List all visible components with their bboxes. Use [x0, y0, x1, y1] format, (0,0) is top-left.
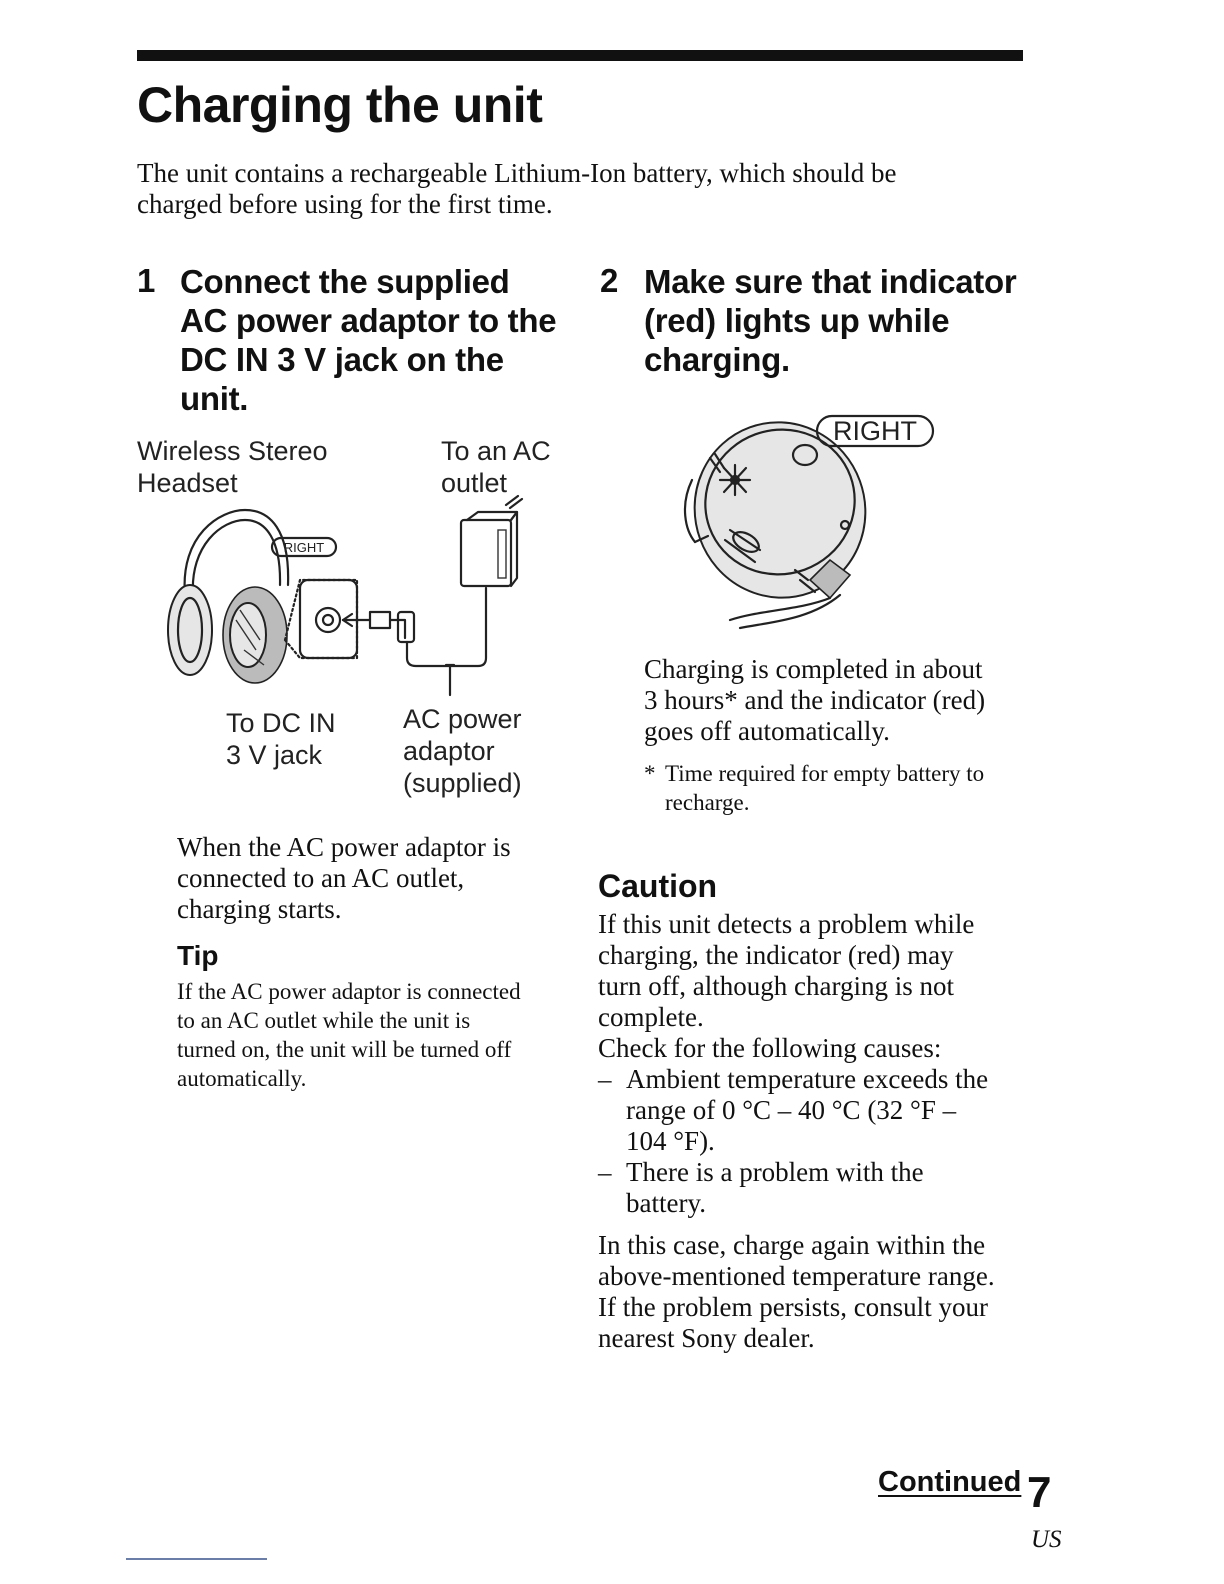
cause-item [598, 1064, 1028, 1157]
label-line: outlet [441, 468, 508, 498]
caution-line: If the problem persists, consult your [598, 1292, 988, 1322]
cause-line: There is a problem with the [626, 1157, 924, 1187]
tip-line: If the AC power adaptor is connected [177, 979, 521, 1004]
caution-line: nearest Sony dealer. [598, 1323, 815, 1353]
headset-badge-text: RIGHT [283, 540, 325, 555]
label-headset [137, 435, 328, 499]
caution-body [598, 909, 1028, 1354]
page-number: 7 [1027, 1468, 1052, 1517]
tip-line: to an AC outlet while the unit is [177, 1008, 471, 1033]
cause-line: battery. [626, 1188, 706, 1218]
footnote-mark: * [644, 761, 656, 786]
label-line: To DC IN [226, 708, 336, 738]
label-line: (supplied) [403, 768, 522, 798]
step-2-number: 2 [600, 262, 619, 299]
footnote-line: Time required for empty battery to [665, 761, 985, 786]
caution-line: turn off, although charging is not [598, 971, 954, 1001]
headset-charging-illustration [160, 500, 560, 700]
label-adaptor [403, 703, 522, 799]
cause-line: range of 0 °C – 40 °C (32 °F – [626, 1095, 957, 1125]
footnote [644, 759, 1044, 817]
step-1-number: 1 [137, 262, 156, 299]
caution-check-line: Check for the following causes: [598, 1033, 942, 1063]
step-1-line: unit. [180, 380, 249, 417]
continued-label: Continued [878, 1466, 1022, 1498]
caution-line: If this unit detects a problem while [598, 909, 975, 939]
tip-heading: Tip [177, 940, 219, 971]
caution-closing [598, 1230, 1028, 1354]
tip-line: automatically. [177, 1066, 307, 1091]
body-line: When the AC power adaptor is [177, 832, 511, 862]
label-line: Wireless Stereo [137, 436, 328, 466]
intro-paragraph [137, 158, 997, 220]
caution-heading: Caution [598, 868, 718, 904]
cause-dash: – [598, 1157, 612, 1187]
step-2-instruction [644, 262, 1044, 379]
footnote-line: recharge. [665, 790, 750, 815]
cause-line: Ambient temperature exceeds the [626, 1064, 989, 1094]
footnote-text [644, 759, 1044, 817]
caution-line: In this case, charge again within the [598, 1230, 986, 1260]
intro-line: The unit contains a rechargeable Lithium-Ion battery, which should be [137, 158, 897, 188]
label-line: 3 V jack [226, 740, 323, 770]
top-rule [137, 50, 1023, 61]
body-line: 3 hours* and the indicator (red) [644, 685, 986, 715]
step-2-line: Make sure that indicator [644, 263, 1017, 300]
step-1-line: AC power adaptor to the [180, 302, 557, 339]
tip-line: turned on, the unit will be turned off [177, 1037, 512, 1062]
step-1-instruction [180, 262, 580, 418]
tip-text [177, 977, 577, 1093]
label-line: Headset [137, 468, 238, 498]
earcup-badge-text: RIGHT [833, 416, 917, 446]
cause-dash: – [598, 1064, 612, 1094]
intro-line: charged before using for the first time. [137, 189, 553, 219]
caution-line: above-mentioned temperature range. [598, 1261, 995, 1291]
label-line: adaptor [403, 736, 495, 766]
body-line: charging starts. [177, 894, 342, 924]
caution-line: charging, the indicator (red) may [598, 940, 954, 970]
footer-rule [126, 1558, 267, 1560]
body-line: Charging is completed in about [644, 654, 983, 684]
label-ac-outlet [441, 435, 551, 499]
step-2-line: charging. [644, 341, 790, 378]
page-title: Charging the unit [137, 77, 543, 133]
cause-line: 104 °F). [626, 1126, 715, 1156]
body-line: connected to an AC outlet, [177, 863, 465, 893]
label-dc-in [226, 707, 336, 771]
region-code: US [1031, 1526, 1062, 1553]
step-1-line: DC IN 3 V jack on the [180, 341, 504, 378]
earcup-indicator-illustration [680, 410, 950, 630]
caution-line: complete. [598, 1002, 704, 1032]
label-line: AC power [403, 704, 522, 734]
step-2-line: (red) lights up while [644, 302, 950, 339]
body-line: goes off automatically. [644, 716, 890, 746]
step-1-line: Connect the supplied [180, 263, 510, 300]
step-2-result [644, 654, 1044, 747]
step-1-result [177, 832, 567, 925]
cause-item [598, 1157, 1028, 1219]
label-line: To an AC [441, 436, 551, 466]
